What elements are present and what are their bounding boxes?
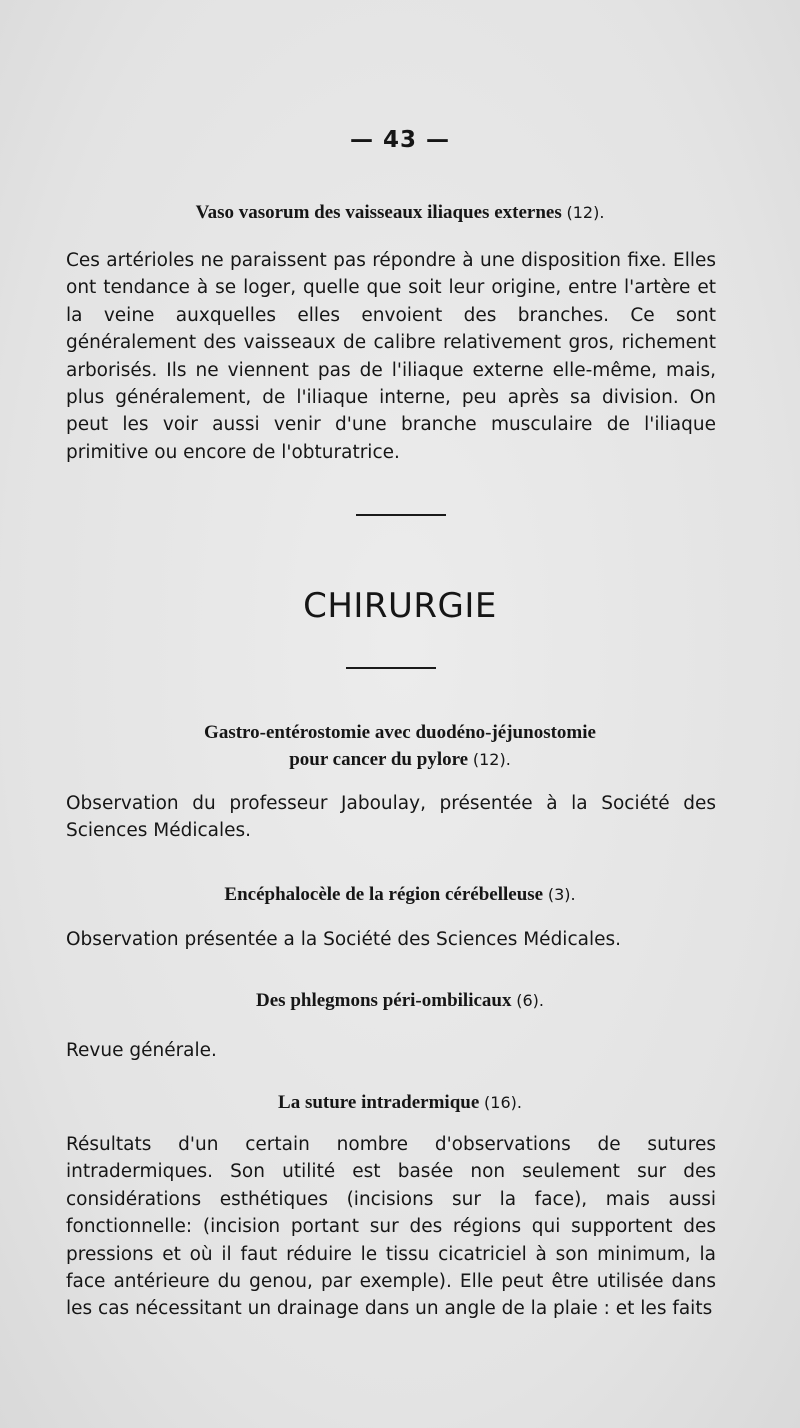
divider-rule: [356, 514, 446, 516]
heading-text: pour cancer du pylore: [289, 749, 469, 770]
heading-text: Gastro-entérostomie avec duodéno-jéjunostomie: [204, 722, 596, 743]
entry-heading-encephalocele: [0, 884, 800, 906]
entry-heading-gastro-enterostomie-line2: [0, 749, 800, 771]
chapter-title: CHIRURGIE: [303, 586, 497, 626]
reference-number: (16).: [484, 1093, 522, 1112]
paragraph-gastro-enterostomie: Observation du professeur Jaboulay, présentée à la Société des Sciences Médicales.: [66, 793, 716, 842]
paragraph-suture: Résultats d'un certain nombre d'observations de sutures intradermiques. Son utilité est basée non seulement sur des considérations esthétiques (incisions sur la face), mais aussi fonctionnelle: (incision portant sur des régions qui supportent des pressions et où il faut réduire le tissu cicatriciel à son minimum, la face antérieure du genou, par exemple). Elle peut être utilisée dans les cas nécessitant un drainage dans un angle de la plaie : et les faits: [66, 1134, 716, 1320]
reference-number: (12).: [566, 203, 605, 222]
entry-heading-gastro-enterostomie: [0, 722, 800, 744]
divider-rule: [346, 667, 436, 669]
page-number: — 43 —: [349, 127, 451, 153]
paragraph-encephalocele: Observation présentée a la Société des Sciences Médicales.: [66, 929, 621, 950]
reference-number: (12).: [472, 750, 511, 769]
heading-text: Des phlegmons péri-ombilicaux: [256, 990, 512, 1011]
entry-heading-suture: [0, 1092, 800, 1114]
section-heading-vaso-vasorum: [0, 202, 800, 224]
paragraph-vaso-vasorum: Ces artérioles ne paraissent pas répondre à une disposition fixe. Elles ont tendance à se loger, quelle que soit leur origine, entre l'artère et la veine auxquelles elles envoient des branches. Ce sont généralement des vaisseaux de calibre relativement gros, richement arborisés. Ils ne viennent pas de l'iliaque externe elle-même, mais, plus généralement, de l'iliaque interne, peu après sa division. On peut les voir aussi venir d'une branche musculaire de l'iliaque primitive ou encore de l'obturatrice.: [66, 250, 716, 463]
heading-text: La suture intradermique: [278, 1092, 480, 1113]
heading-text: Vaso vasorum des vaisseaux iliaques externes: [195, 202, 562, 223]
reference-number: (6).: [516, 991, 544, 1010]
paragraph-phlegmons: Revue générale.: [66, 1040, 217, 1061]
entry-heading-phlegmons: [0, 990, 800, 1012]
heading-text: Encéphalocèle de la région cérébelleuse: [224, 884, 544, 905]
reference-number: (3).: [547, 885, 576, 904]
